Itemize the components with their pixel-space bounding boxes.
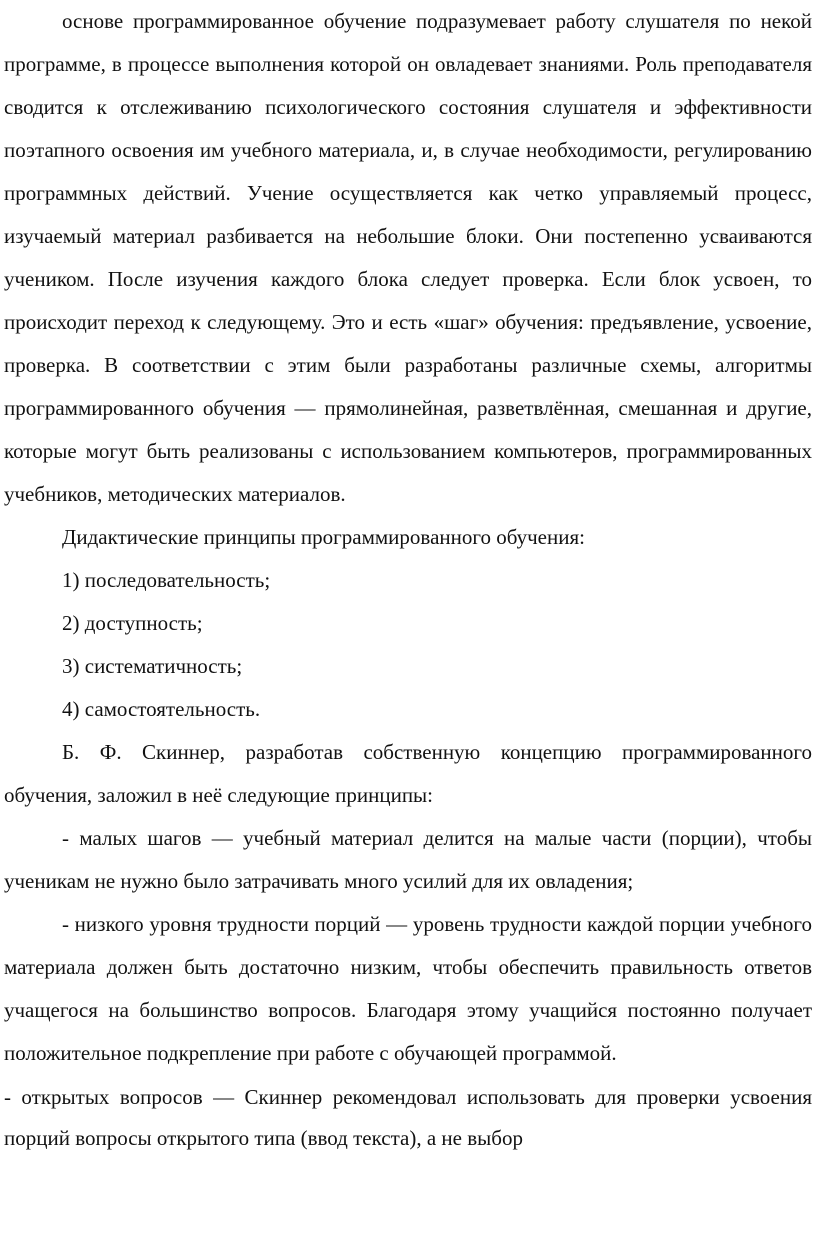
list-item-2: 2) доступность;: [62, 611, 203, 635]
paragraph-open-questions: - открытых вопросов — Скиннер рекомендовал использовать для проверки усвоения порций вопросы открытого типа (ввод текста), а не выбор: [4, 1085, 812, 1150]
list-item-3: 3) систематичность;: [62, 654, 243, 678]
paragraph-low-difficulty: - низкого уровня трудности порций — уровень трудности каждой порции учебного материала должен быть достаточно низким, чтобы обеспечить правильность ответов учащегося на большинство вопросов. Благодаря этому учащийся постоянно получает положительное подкрепление при работе с обучающей программой.: [4, 912, 812, 1065]
paragraph-programmed-learning: основе программированное обучение подразумевает работу слушателя по некой программе, в процессе выполнения которой он овладевает знаниями. Роль преподавателя сводится к отслеживанию психологического состояния слушателя и эффективности поэтапного освоения им учебного материала, и, в случае необходимости, регулированию программных действий. Учение осуществляется как четко управляемый процесс, изучаемый материал разбивается на небольшие блоки. Они постепенно усваиваются учеником. После изучения каждого блока следует проверка. Если блок усвоен, то происходит переход к следующему. Это и есть «шаг» обучения: предъявление, усвоение, проверка. В соответствии с этим были разработаны различные схемы, алгоритмы программированного обучения — прямолинейная, разветвлённая, смешанная и другие, которые могут быть реализованы с использованием компьютеров, программированных учебников, методических материалов.: [4, 9, 812, 506]
list-item-1: 1) последовательность;: [62, 568, 271, 592]
paragraph-skinner: Б. Ф. Скиннер, разработав собственную концепцию программированного обучения, заложил в неё следующие принципы:: [4, 740, 812, 807]
paragraph-didactic-heading: Дидактические принципы программированного обучения:: [62, 525, 585, 549]
list-item-4: 4) самостоятельность.: [62, 697, 261, 721]
paragraph-small-steps: - малых шагов — учебный материал делится на малые части (порции), чтобы ученикам не нужно было затрачивать много усилий для их овладения;: [4, 826, 812, 893]
